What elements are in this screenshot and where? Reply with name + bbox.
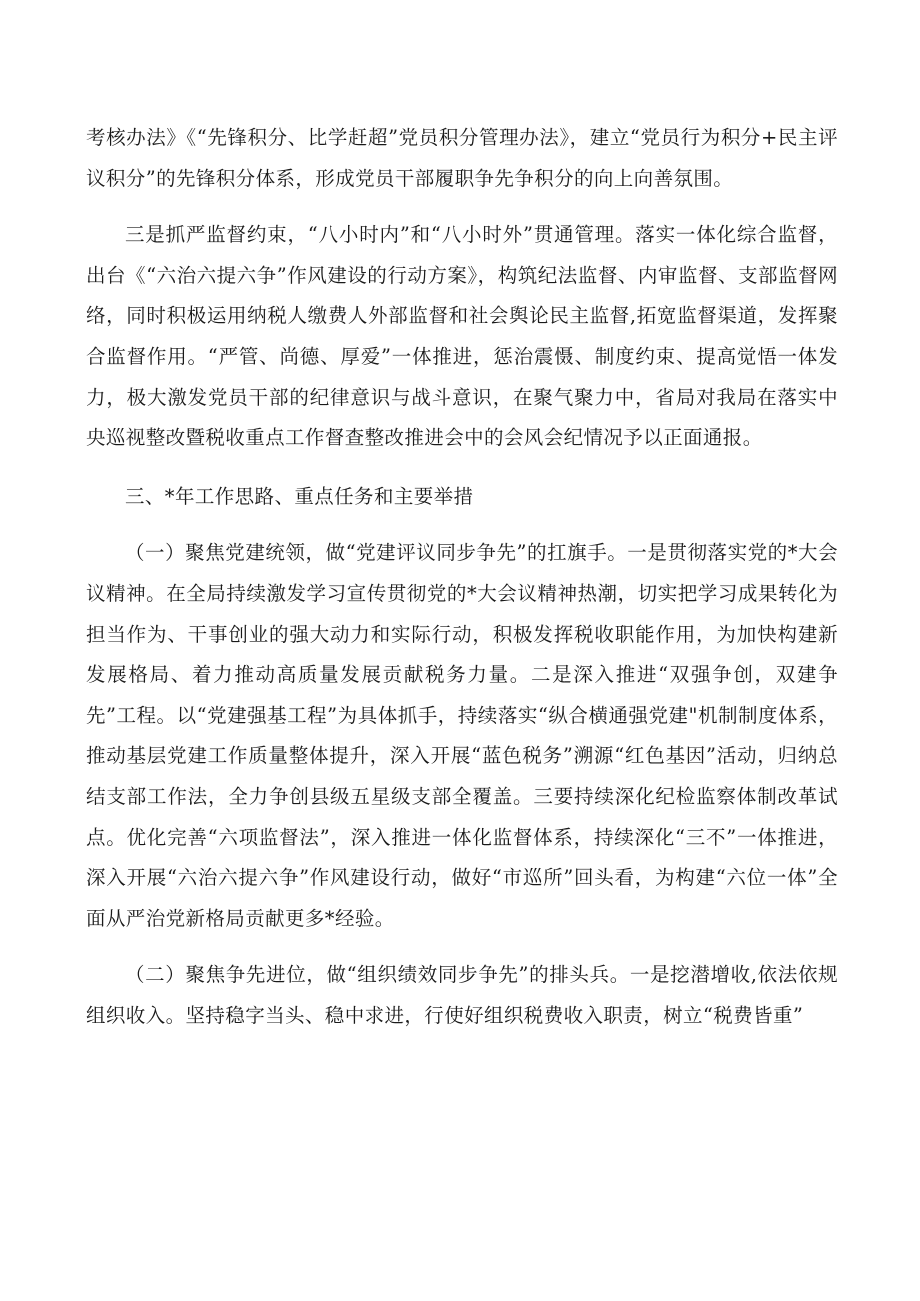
document-body xyxy=(86,118,838,1036)
section-heading: 三、*年工作思路、重点任务和主要举措 xyxy=(125,484,474,508)
paragraph-party-building: （一）聚焦党建统领，做“党建评议同步争先”的扛旗手。一是贯彻落实党的*大会议精神。在全局持续激发学习宣传贯彻党的*大会议精神热潮，切实把学习成果转化为担当作为、干事创业的强大动力和实际行动，积极发挥税收职能作用，为加快构建新发展格局、着力推动高质量发展贡献税务力量。二是深入推进“双强争创，双建争先”工程。以“党建强基工程”为具体抓手，持续落实“纵合横通强党建"机制制度体系，推动基层党建工作质量整体提升，深入开展“蓝色税务”溯源“红色基因”活动，归纳总结支部工作法，全力争创县级五星级支部全覆盖。三要持续深化纪检监察体制改革试点。优化完善“六项监督法”，深入推进一体化监督体系，持续深化“三不”一体推进，深入开展“六治六提六争”作风建设行动，做好“市巡所”回头看，为构建“六位一体”全面从严治党新格局贡献更多*经验。 xyxy=(86,541,838,930)
paragraph-performance: （二）聚焦争先进位，做“组织绩效同步争先”的排头兵。一是挖潜增收,依法依规组织收入。坚持稳字当头、稳中求进，行使好组织税费收入职责，树立“税费皆重” xyxy=(86,963,838,1027)
paragraph-supervision: 三是抓严监督约束，“八小时内”和“八小时外”贯通管理。落实一体化综合监督，出台《“六治六提六争”作风建设的行动方案》，构筑纪法监督、内审监督、支部监督网络，同时积极运用纳税人缴费人外部监督和社会舆论民主监督,拓宽监督渠道，发挥聚合监督作用。“严管、尚德、厚爱”一体推进，惩治震慑、制度约束、提高觉悟一体发力，极大激发党员干部的纪律意识与战斗意识，在聚气聚力中，省局对我局在落实中央巡视整改暨税收重点工作督查整改推进会中的会风会纪情况予以正面通报。 xyxy=(86,223,838,450)
paragraph-integral-system: 考核办法》《“先锋积分、比学赶超”党员积分管理办法》，建立“党员行为积分+民主评议积分”的先锋积分体系，形成党员干部履职争先争积分的向上向善氛围。 xyxy=(86,126,838,190)
